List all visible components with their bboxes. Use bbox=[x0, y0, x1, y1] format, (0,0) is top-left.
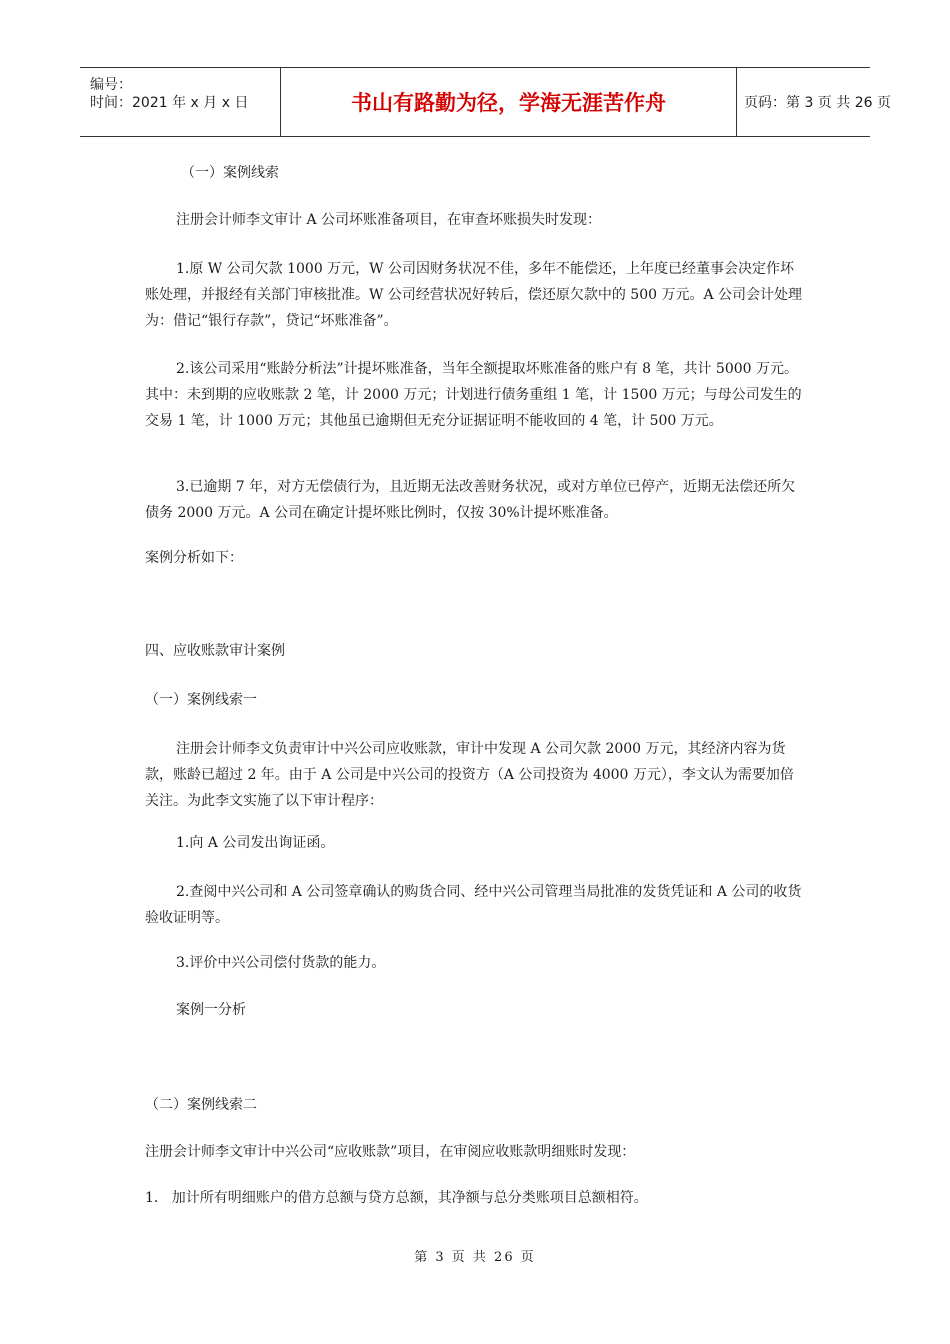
list-item: 1. 加计所有明细账户的借方总额与贷方总额，其净额与总分类账项目总额相符。 bbox=[145, 1190, 648, 1206]
section-heading: （一）案例线索 bbox=[181, 165, 279, 181]
paragraph: 注册会计师李文审计 A 公司坏账准备项目，在审查坏账损失时发现： bbox=[176, 212, 602, 228]
page-info: 页码：第 3 页 共 26 页 bbox=[744, 95, 891, 111]
paragraph: 案例一分析 bbox=[176, 1002, 246, 1018]
paragraph: 3.已逾期 7 年，对方无偿债行为，且近期无法改善财务状况，或对方单位已停产，近期无法偿还所欠债务 2000 万元。A 公司在确定计提坏账比例时，仅按 30%计提坏账准备。 bbox=[145, 479, 796, 521]
paragraph: 案例分析如下： bbox=[145, 550, 243, 566]
list-item: 1.向 A 公司发出询证函。 bbox=[176, 835, 335, 851]
number-label: 编号： bbox=[90, 77, 132, 93]
motto: 书山有路勤为径，学海无涯苦作舟 bbox=[280, 68, 737, 136]
section-heading: （一）案例线索一 bbox=[145, 692, 257, 708]
list-item: 2.查阅中兴公司和 A 公司签章确认的购货合同、经中兴公司管理当局批准的发货凭证和 A 公司的收货验收证明等。 bbox=[145, 884, 802, 926]
paragraph: 1.原 W 公司欠款 1000 万元，W 公司因财务状况不佳，多年不能偿还，上年度已经董事会决定作坏账处理，并报经有关部门审核批准。W 公司经营状况好转后，偿还原欠款中的 500 万元。A 公司会计处理为：借记“银行存款”，贷记“坏账准备”。 bbox=[145, 261, 803, 329]
time-label: 时间：2021 年 x 月 x 日 bbox=[90, 95, 249, 111]
paragraph: 注册会计师李文负责审计中兴公司应收账款，审计中发现 A 公司欠款 2000 万元，其经济内容为货款，账龄已超过 2 年。由于 A 公司是中兴公司的投资方（A 公司投资为 4000 万元），李文认为需要加倍关注。为此李文实施了以下审计程序： bbox=[145, 741, 794, 809]
page-header bbox=[80, 67, 891, 137]
section-heading: （二）案例线索二 bbox=[145, 1097, 257, 1113]
page-footer: 第 3 页 共 26 页 bbox=[414, 1250, 536, 1265]
paragraph: 注册会计师李文审计中兴公司“应收账款”项目，在审阅应收账款明细账时发现： bbox=[145, 1144, 636, 1160]
paragraph: 2.该公司采用“账龄分析法”计提坏账准备，当年全额提取坏账准备的账户有 8 笔，共计 5000 万元。其中：未到期的应收账款 2 笔，计 2000 万元；计划进行债务重组 1 笔，计 1500 万元；与母公司发生的交易 1 笔，计 1000 万元；其他虽已逾期但无充分证据证明不能收回的 4 笔，计 500 万元。 bbox=[145, 361, 802, 429]
section-heading: 四、应收账款审计案例 bbox=[145, 643, 285, 659]
list-item: 3.评价中兴公司偿付货款的能力。 bbox=[176, 955, 386, 971]
header-left-cell bbox=[80, 68, 280, 136]
